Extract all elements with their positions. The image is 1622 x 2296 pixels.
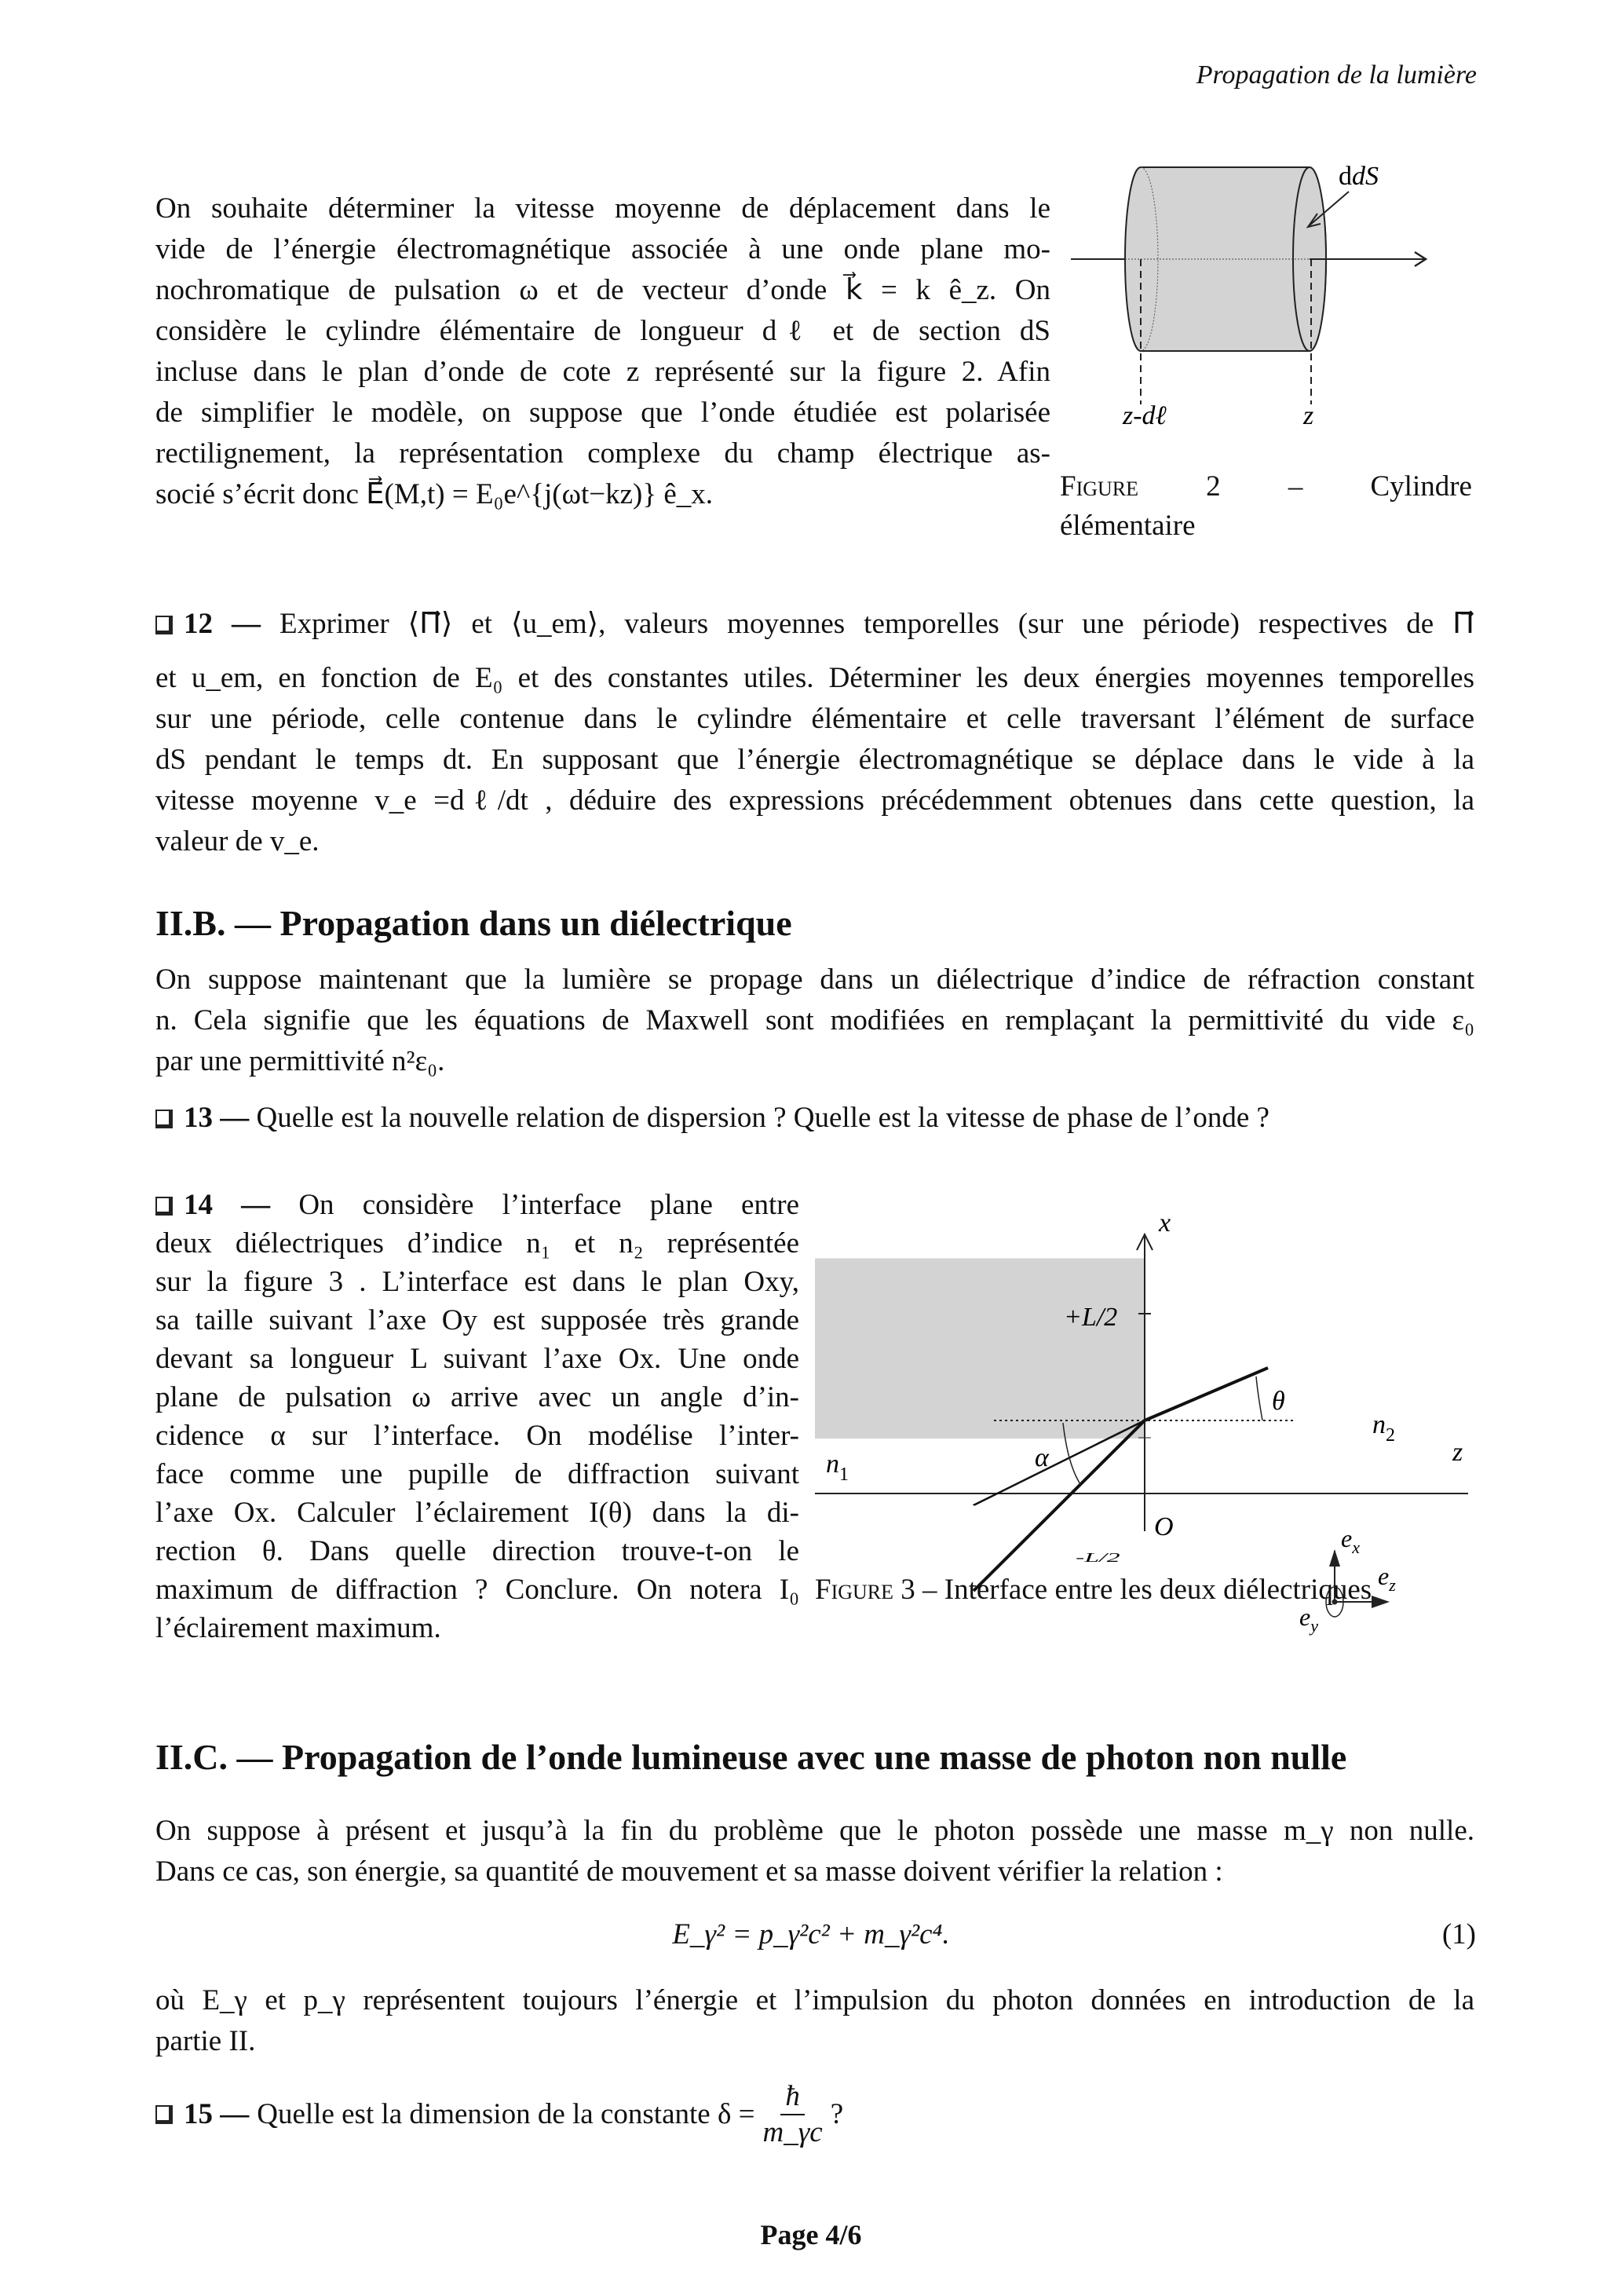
- checkbox-icon[interactable]: [155, 616, 173, 634]
- intro-line: de simplifier le modèle, on suppose que l’onde étudiée est polarisée: [155, 397, 1050, 429]
- iic-after-line: partie II.: [155, 2025, 256, 2057]
- section-iic-after: [155, 1980, 1474, 2062]
- checkbox-icon[interactable]: [155, 1197, 173, 1216]
- fraction-numerator: ħ: [780, 2079, 805, 2115]
- q14-line: sa taille suivant l’axe Oy est supposée très grande: [155, 1304, 799, 1336]
- figure-3-caption: [815, 1570, 1498, 1610]
- equation-1: E_γ² = p_γ²c² + m_γ²c⁴.: [672, 1918, 950, 1951]
- n2-label: $n_2$: [1372, 1410, 1395, 1446]
- iib-line: par une permittivité n²ε₀.: [155, 1045, 445, 1077]
- question-number: 14 —: [184, 1189, 271, 1221]
- q14-line: rection θ. Dans quelle direction trouve-t-on le: [155, 1535, 799, 1567]
- question-number: 15 —: [184, 2098, 250, 2130]
- delta-fraction: [763, 2079, 823, 2150]
- cylinder-diagram: [1060, 141, 1500, 471]
- iic-after-line: où E_γ et p_γ représentent toujours l’énergie et l’impulsion du photon données en introduction de la: [155, 1984, 1474, 2016]
- intro-line: nochromatique de pulsation ω et de vecteur d’onde k⃗ = k ê_z. On: [155, 274, 1050, 306]
- section-iic-paragraph: [155, 1811, 1474, 1892]
- q12-line: dS pendant le temps dt. En supposant que l’énergie électromagnétique se déplace dans le vide à la: [155, 744, 1474, 776]
- bottom-label: -L/2: [1076, 1549, 1120, 1565]
- right-label: z: [1303, 401, 1314, 430]
- ex-label: $e_x$: [1341, 1524, 1360, 1557]
- q12-line: Exprimer ⟨Π⃗⟩ et ⟨u_em⟩, valeurs moyennes temporelles (sur une période) respectives de Π⃗: [279, 608, 1475, 640]
- caption-text: 3 – Interface entre les deux diélectriques: [901, 1574, 1372, 1606]
- q12-line: et u_em, en fonction de E₀ et des constantes utiles. Déterminer les deux énergies moyennes temporelles: [155, 662, 1474, 694]
- ez-label: $e_z$: [1378, 1562, 1396, 1595]
- theta-arc: [1256, 1377, 1262, 1420]
- intro-line: On souhaite déterminer la vitesse moyenne de déplacement dans le: [155, 192, 1050, 225]
- question-15: [155, 2079, 1474, 2150]
- q14-line: deux diélectriques d’indice n₁ et n₂ représentée: [155, 1227, 799, 1260]
- section-iib-paragraph: [155, 960, 1474, 1082]
- figure-2: [1060, 141, 1500, 565]
- q14-line: cidence α sur l’interface. On modélise l’inter-: [155, 1420, 799, 1452]
- caption-number: 2: [1206, 470, 1221, 503]
- n1-label: $n_1$: [826, 1450, 849, 1485]
- fraction-denominator: m_γc: [762, 2116, 823, 2148]
- question-14: [155, 1186, 799, 1647]
- intro-paragraph: [155, 188, 1050, 515]
- figure-3: [809, 1201, 1500, 1641]
- iic-line: On suppose à présent et jusqu’à la fin du problème que le photon possède une masse m_γ non nulle.: [155, 1815, 1474, 1847]
- z-label: z: [1452, 1438, 1463, 1467]
- q12-line: valeur de v_e.: [155, 825, 320, 857]
- caption-prefix: Figure: [815, 1574, 894, 1606]
- equation-number: (1): [1441, 1918, 1476, 1951]
- q14-line: plane de pulsation ω arrive avec un angle d’in-: [155, 1381, 799, 1413]
- checkbox-icon[interactable]: [155, 1110, 173, 1128]
- iic-line: Dans ce cas, son énergie, sa quantité de mouvement et sa masse doivent vérifier la relation :: [155, 1855, 1223, 1888]
- checkbox-icon[interactable]: [155, 2105, 173, 2124]
- q14-line: l’éclairement maximum.: [155, 1612, 441, 1644]
- q12-line: vitesse moyenne v_e =dℓ/dt , déduire des expressions précédemment obtenues dans cette question, la: [155, 784, 1474, 817]
- intro-line: considère le cylindre élémentaire de longueur dℓ et de section dS: [155, 315, 1050, 347]
- iib-line: n. Cela signifie que les équations de Maxwell sont modifiées en remplaçant la permittivité du vide ε₀: [155, 1004, 1474, 1036]
- q14-line: maximum de diffraction ? Conclure. On notera I₀: [155, 1574, 799, 1606]
- theta-label: θ: [1272, 1387, 1285, 1416]
- ds-label: ddS: [1339, 162, 1379, 191]
- iib-line: On suppose maintenant que la lumière se propage dans un diélectrique d’indice de réfraction constant: [155, 963, 1474, 996]
- intro-line: incluse dans le plan d’onde de cote z représenté sur la figure 2. Afin: [155, 356, 1050, 388]
- q14-line: sur la figure 3 . L’interface est dans le plan Oxy,: [155, 1266, 799, 1298]
- section-title-iic: II.C. — Propagation de l’onde lumineuse avec une masse de photon non nulle: [155, 1737, 1347, 1777]
- running-header: Propagation de la lumière: [1196, 60, 1477, 90]
- q15-end: ?: [830, 2098, 844, 2130]
- caption-dash: –: [1288, 470, 1303, 503]
- section-title-iib: II.B. — Propagation dans un diélectrique: [155, 903, 792, 943]
- intro-line: socié s’écrit donc E⃗(M,t) = E₀e^{j(ωt−kz)} ê_x.: [155, 478, 714, 510]
- intro-line: rectilignement, la représentation complexe du champ électrique as-: [155, 437, 1050, 470]
- origin-label: O: [1154, 1512, 1174, 1541]
- q14-line: devant sa longueur L suivant l’axe Ox. Une onde: [155, 1343, 799, 1375]
- q14-line: face comme une pupille de diffraction suivant: [155, 1458, 799, 1490]
- q13-text: Quelle est la nouvelle relation de dispersion ? Quelle est la vitesse de phase de l’onde ?: [256, 1102, 1269, 1134]
- q12-line: sur une période, celle contenue dans le cylindre élémentaire et celle traversant l’élément de surface: [155, 703, 1474, 735]
- question-12: [155, 597, 1474, 862]
- page-number: Page 4/6: [760, 2219, 862, 2250]
- question-number: 12 —: [184, 608, 261, 640]
- q14-line: On considère l’interface plane entre: [298, 1189, 799, 1221]
- ex-arrowhead: [1329, 1549, 1340, 1567]
- caption-prefix: Figure: [1060, 470, 1139, 503]
- question-13: [155, 1098, 1474, 1139]
- x-label: x: [1159, 1208, 1171, 1238]
- top-label: +L/2: [1064, 1303, 1118, 1332]
- caption-text-2: élémentaire: [1060, 510, 1196, 542]
- alpha-label: α: [1035, 1443, 1049, 1472]
- figure-2-caption: [1060, 467, 1472, 546]
- q15-text: Quelle est la dimension de la constante δ =: [257, 2098, 755, 2130]
- caption-text: Cylindre: [1370, 470, 1472, 503]
- left-label: z-dℓ: [1123, 401, 1167, 430]
- question-number: 13 —: [184, 1102, 250, 1134]
- intro-line: vide de l’énergie électromagnétique associée à une onde plane mo-: [155, 233, 1050, 265]
- dielectric-1-shade: [815, 1259, 1145, 1439]
- ey-label: $e_y$: [1299, 1603, 1318, 1636]
- q14-line: l’axe Ox. Calculer l’éclairement I(θ) dans la di-: [155, 1497, 799, 1529]
